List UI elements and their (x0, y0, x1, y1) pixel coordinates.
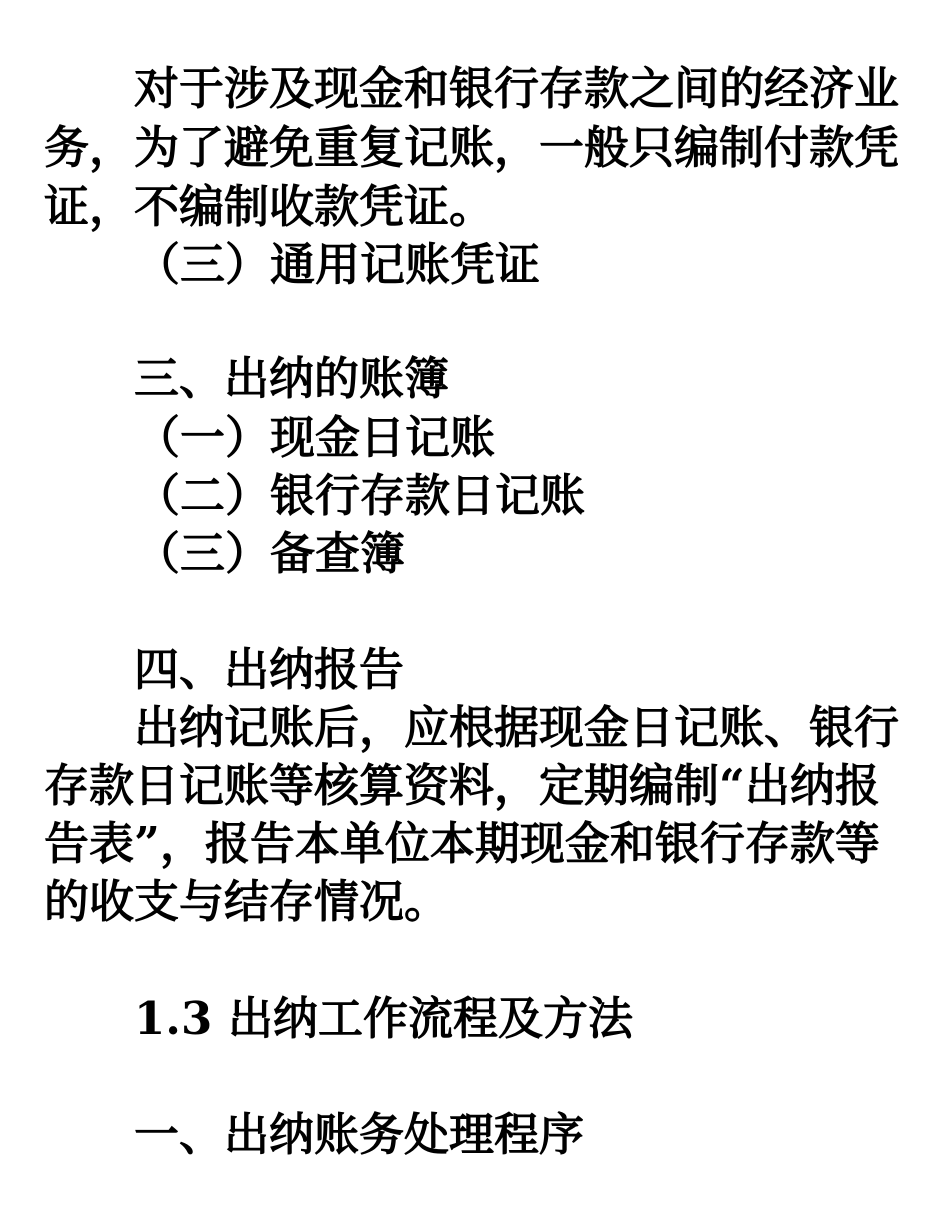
section-heading: 三、出纳的账簿 (134, 352, 450, 405)
paragraph-line: 的收支与结存情况。 (44, 875, 450, 928)
list-item: （二）银行存款日记账 (135, 469, 586, 522)
subheading: （三）通用记账凭证 (135, 238, 541, 291)
section-heading: 四、出纳报告 (134, 643, 405, 696)
paragraph-line: 出纳记账后，应根据现金日记账、银行 (134, 701, 900, 754)
paragraph-line: 告表”，报告本单位本期现金和银行存款等 (44, 817, 880, 870)
paragraph-line: 存款日记账等核算资料，定期编制“出纳报 (44, 759, 880, 812)
section-heading: 1.3 出纳工作流程及方法 (134, 992, 633, 1045)
section-heading: 一、出纳账务处理程序 (134, 1108, 585, 1161)
list-item: （一）现金日记账 (135, 411, 496, 464)
list-item: （三）备查簿 (135, 527, 406, 580)
paragraph-line: 务，为了避免重复记账，一般只编制付款凭 (44, 121, 900, 174)
paragraph-line: 证，不编制收款凭证。 (44, 180, 495, 233)
paragraph-line: 对于涉及现金和银行存款之间的经济业 (134, 62, 900, 115)
